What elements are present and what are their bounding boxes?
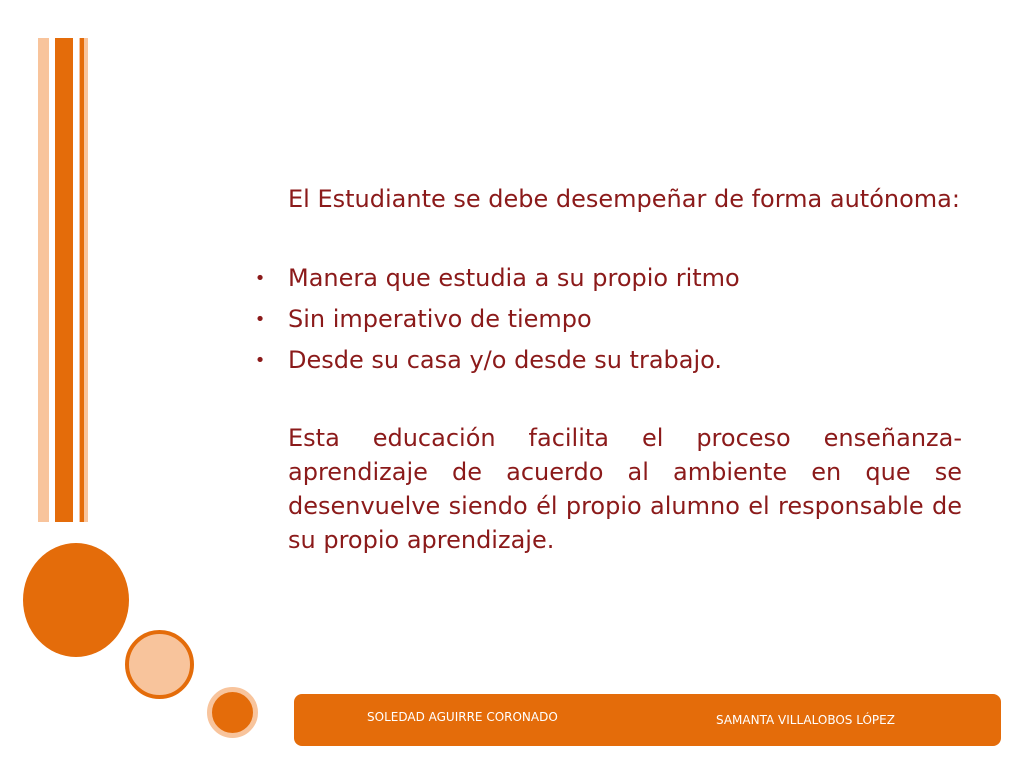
decorative-bar-left bbox=[38, 38, 49, 522]
footer-bar bbox=[294, 694, 1001, 746]
decorative-circle-large bbox=[23, 543, 129, 657]
slide-content bbox=[250, 182, 962, 557]
bullet-text: Sin imperativo de tiempo bbox=[288, 305, 592, 333]
decorative-circle-medium bbox=[125, 630, 194, 699]
bullet-text: Manera que estudia a su propio ritmo bbox=[288, 264, 740, 292]
closing-paragraph: Esta educación facilita el proceso enseñanza-aprendizaje de acuerdo al ambiente en que se desenvuelve siendo él propio alumno el responsable de su propio aprendizaje. bbox=[288, 424, 962, 554]
decorative-circle-small bbox=[207, 687, 258, 738]
bullet-item bbox=[250, 258, 962, 299]
intro-paragraph: El Estudiante se debe desempeñar de forma autónoma: bbox=[288, 185, 960, 213]
bullet-dot-icon: • bbox=[254, 309, 266, 330]
bullet-list bbox=[250, 258, 962, 381]
bullet-dot-icon: • bbox=[254, 350, 266, 371]
footer-author-left: SOLEDAD AGUIRRE CORONADO bbox=[367, 710, 558, 724]
bullet-item bbox=[250, 340, 962, 381]
bullet-dot-icon: • bbox=[254, 268, 266, 289]
bullet-text: Desde su casa y/o desde su trabajo. bbox=[288, 346, 723, 374]
footer-author-right: SAMANTA VILLALOBOS LÓPEZ bbox=[716, 713, 895, 727]
bullet-item bbox=[250, 299, 962, 340]
decorative-bar-right bbox=[79, 38, 88, 522]
decorative-bar-right-stripe bbox=[80, 38, 84, 522]
decorative-bar-middle bbox=[55, 38, 73, 522]
